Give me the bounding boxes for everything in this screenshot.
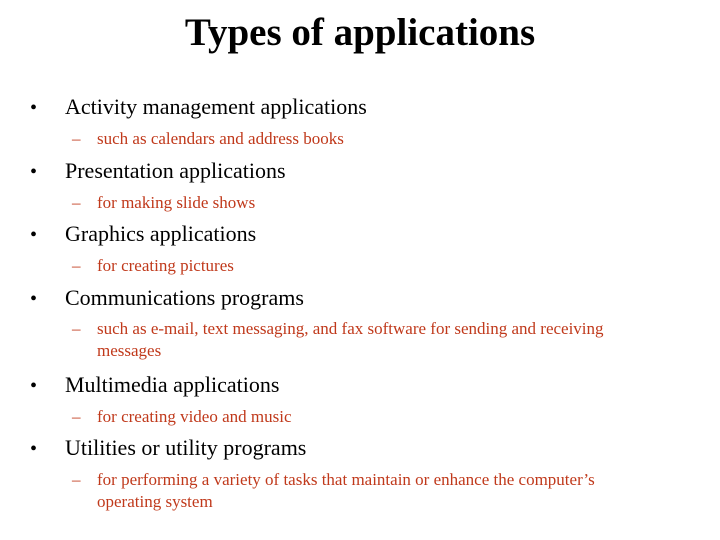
bullet-item bbox=[30, 372, 279, 399]
bullet-icon: • bbox=[30, 375, 38, 397]
dash-icon: – bbox=[72, 319, 81, 338]
sub-item-text: for creating pictures bbox=[97, 256, 234, 275]
sub-item bbox=[72, 406, 632, 428]
sub-item-text: for making slide shows bbox=[97, 193, 256, 212]
bullet-label: Multimedia applications bbox=[65, 372, 280, 397]
dash-icon: – bbox=[72, 470, 81, 489]
sub-item-text: for performing a variety of tasks that maintain or enhance the computer’s operating system bbox=[97, 470, 595, 511]
bullet-item bbox=[30, 158, 286, 185]
sub-item bbox=[72, 255, 632, 277]
bullet-item bbox=[30, 435, 306, 462]
dash-icon: – bbox=[72, 129, 81, 148]
bullet-item bbox=[30, 221, 256, 248]
bullet-item bbox=[30, 285, 304, 312]
bullet-item bbox=[30, 94, 367, 121]
dash-icon: – bbox=[72, 407, 81, 426]
slide-title: Types of applications bbox=[184, 11, 536, 54]
bullet-label: Utilities or utility programs bbox=[65, 435, 307, 460]
sub-item-text: such as e-mail, text messaging, and fax software for sending and receiving messages bbox=[97, 319, 604, 360]
bullet-icon: • bbox=[30, 161, 38, 183]
bullet-icon: • bbox=[30, 438, 38, 460]
bullet-label: Presentation applications bbox=[65, 158, 286, 183]
bullet-icon: • bbox=[30, 97, 38, 119]
bullet-label: Graphics applications bbox=[65, 221, 257, 246]
sub-item bbox=[72, 469, 632, 513]
sub-item bbox=[72, 318, 632, 362]
bullet-label: Communications programs bbox=[65, 285, 304, 310]
bullet-icon: • bbox=[30, 224, 38, 246]
bullet-icon: • bbox=[30, 288, 38, 310]
dash-icon: – bbox=[72, 256, 81, 275]
sub-item-text: such as calendars and address books bbox=[97, 129, 344, 148]
sub-item bbox=[72, 192, 632, 214]
bullet-label: Activity management applications bbox=[65, 94, 367, 119]
sub-item-text: for creating video and music bbox=[97, 407, 292, 426]
sub-item bbox=[72, 128, 632, 150]
dash-icon: – bbox=[72, 193, 81, 212]
